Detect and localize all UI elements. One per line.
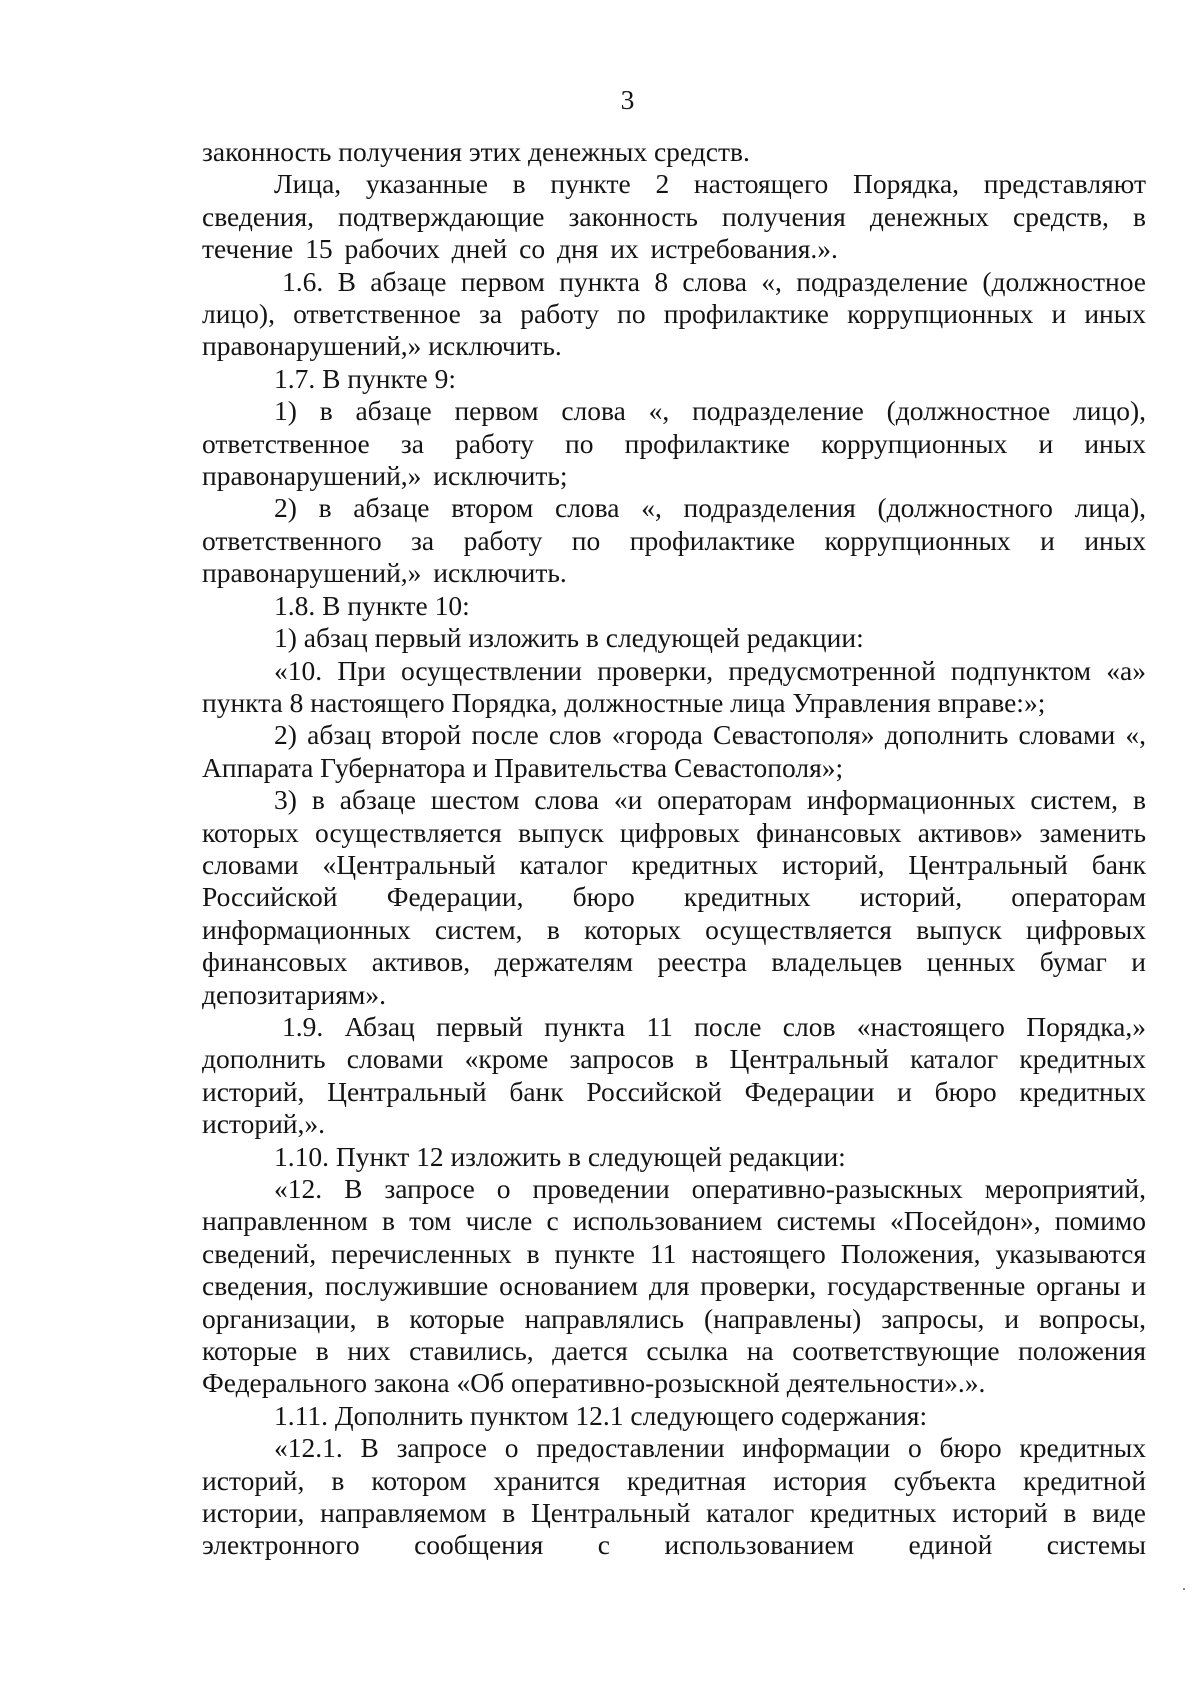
paragraph-persons-deadline: Лица, указанные в пункте 2 настоящего Порядка, представляют сведения, подтверждающие законность получения денежных средств, в течение 15 рабочих дней со дня их истребования.». (202, 168, 1146, 265)
paragraph-1-8-item-1: 1) абзац первый изложить в следующей редакции: (274, 622, 864, 654)
document-body (202, 136, 1146, 1562)
paragraph-1-11: 1.11. Дополнить пунктом 12.1 следующего содержания: (274, 1399, 928, 1431)
paragraph-1-7-item-2: 2) в абзаце втором слова «, подразделения (должностного лица), ответственного за работу по профилактике коррупционных и иных правонарушений,» исключить. (202, 492, 1146, 589)
paragraph-1-6: 1.6. В абзаце первом пункта 8 слова «, подразделение (должностное лицо), ответственное за работу по профилактике коррупционных и иных правонарушений,» исключить. (202, 265, 1146, 362)
paragraph-1-9: 1.9. Абзац первый пункта 11 после слов «настоящего Порядка,» дополнить словами «кроме запросов в Центральный каталог кредитных историй, Центральный банк Российской Федерации и бюро кредитных историй,». (202, 1010, 1146, 1140)
page-number: 3 (620, 84, 635, 115)
paragraph-quote-12-1: «12.1. В запросе о предоставлении информации о бюро кредитных историй, в котором хранится кредитная история субъекта кредитной истории, направляемом в Центральный каталог кредитных историй в виде электронного сообщения с использованием единой системы (202, 1432, 1146, 1561)
paragraph-1-7: 1.7. В пункте 9: (274, 362, 457, 394)
paragraph-quote-12: «12. В запросе о проведении оперативно-разыскных мероприятий, направленном в том числе с использованием системы «Посейдон», помимо сведений, перечисленных в пункте 11 настоящего Положения, указываются сведения, послужившие основанием для проверки, государственные органы и организации, в которые направлялись (направлены) запросы, и вопросы, которые в них ставились, дается ссылка на соответствующие положения Федерального закона «Об оперативно-розыскной деятельности».». (202, 1173, 1146, 1399)
paragraph-1-8: 1.8. В пункте 10: (274, 589, 470, 621)
scan-speck (1183, 1588, 1185, 1590)
paragraph-1-10: 1.10. Пункт 12 изложить в следующей редакции: (274, 1140, 846, 1172)
paragraph-1-8-item-3: 3) в абзаце шестом слова «и операторам информационных систем, в которых осуществляется выпуск цифровых финансовых активов» заменить словами «Центральный каталог кредитных историй, Центральный банк Российской Федерации, бюро кредитных историй, операторам информационных систем, в которых осуществляется выпуск цифровых финансовых активов, держателям реестра владельцев ценных бумаг и депозитариям». (202, 784, 1146, 1010)
paragraph-continuation: законность получения этих денежных средств. (202, 136, 750, 167)
paragraph-1-8-item-2: 2) абзац второй после слов «города Севастополя» дополнить словами «, Аппарата Губернатора и Правительства Севастополя»; (202, 719, 1146, 783)
paragraph-1-7-item-1: 1) в абзаце первом слова «, подразделение (должностное лицо), ответственное за работу по профилактике коррупционных и иных правонарушений,» исключить; (202, 395, 1146, 492)
paragraph-quote-10: «10. При осуществлении проверки, предусмотренной подпунктом «а» пункта 8 настоящего Порядка, должностные лица Управления вправе:»; (202, 654, 1146, 718)
